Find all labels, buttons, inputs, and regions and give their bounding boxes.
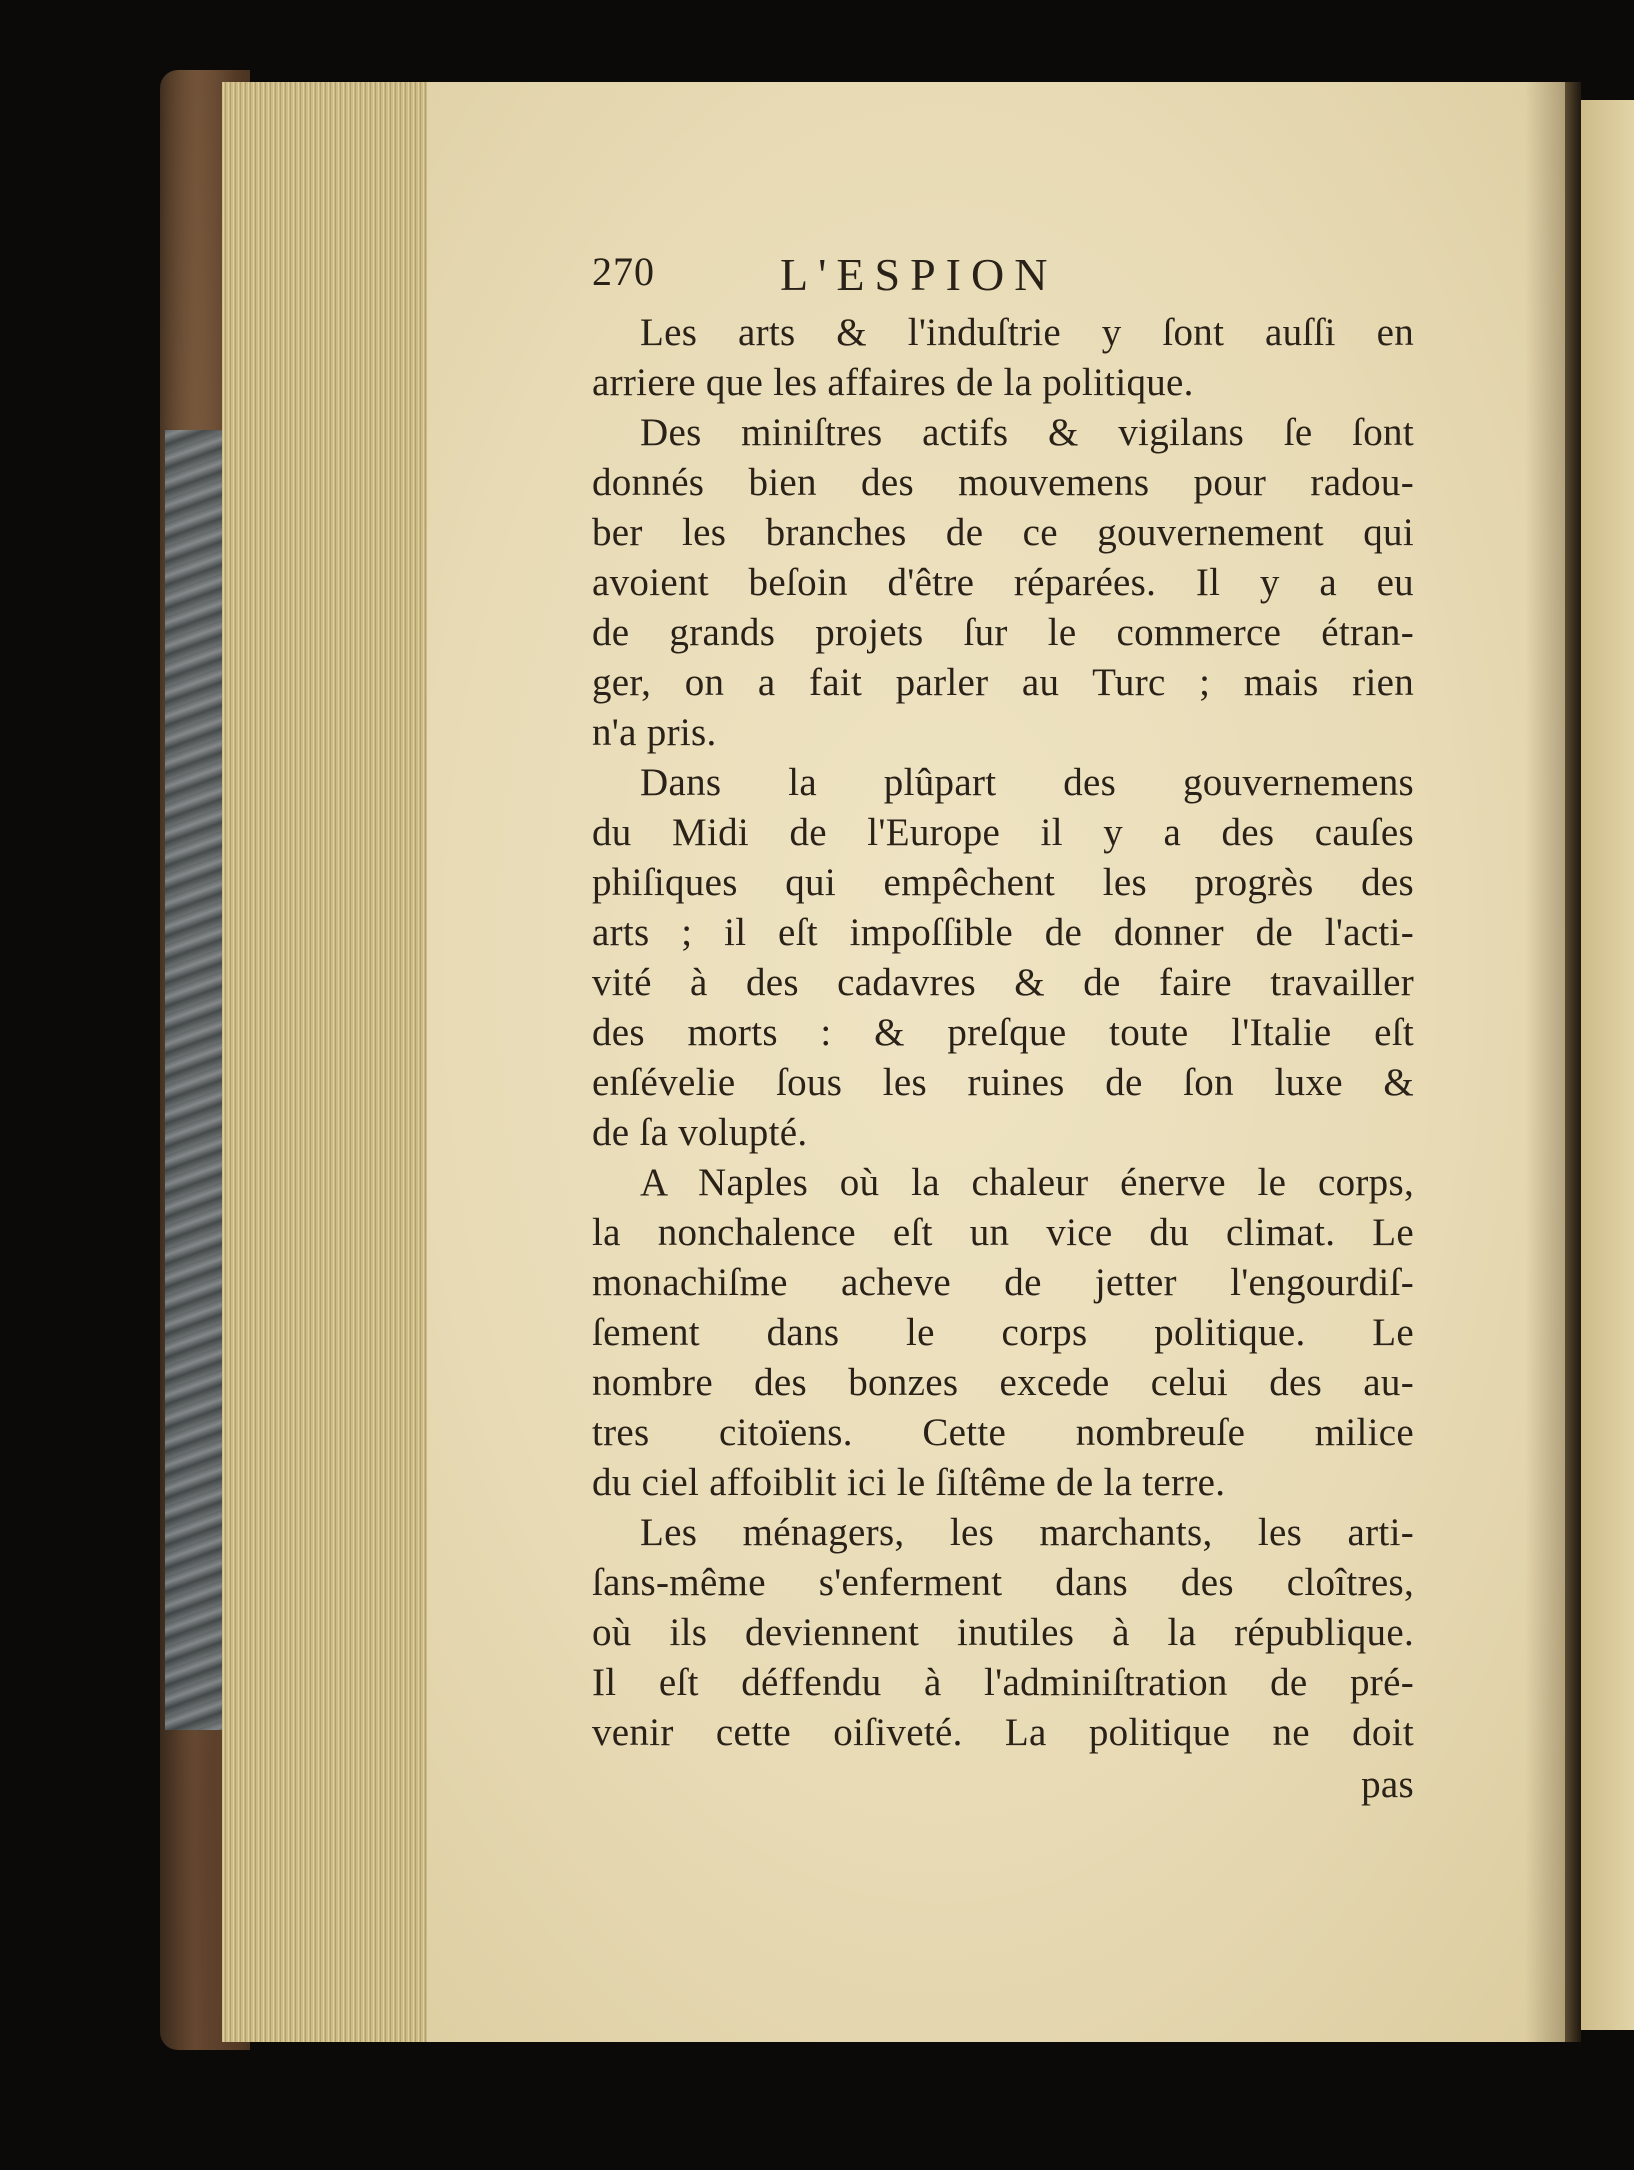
text-line: avoient beſoin d'être réparées. Il y a eu bbox=[592, 561, 1414, 604]
text-line: de grands projets ſur le commerce étran- bbox=[592, 611, 1414, 654]
text-line: ger, on a fait parler au Turc ; mais rien bbox=[592, 661, 1414, 704]
text-line: A Naples où la chaleur énerve le corps, bbox=[640, 1161, 1414, 1204]
text-line: ſement dans le corps politique. Le bbox=[592, 1311, 1414, 1354]
text-line: Il eſt déffendu à l'adminiſtration de pré- bbox=[592, 1661, 1414, 1704]
paragraph bbox=[592, 1158, 1414, 1508]
text-line: arriere que les affaires de la politique. bbox=[592, 361, 1194, 404]
text-line: la nonchalence eſt un vice du climat. Le bbox=[592, 1211, 1414, 1254]
catchword: pas bbox=[1361, 1763, 1414, 1806]
page-text bbox=[592, 248, 1414, 1810]
page-header bbox=[592, 248, 1414, 304]
running-head: L'ESPION bbox=[780, 249, 1058, 300]
text-line: donnés bien des mouvemens pour radou- bbox=[592, 461, 1414, 504]
paragraph bbox=[592, 408, 1414, 758]
text-line: Les ménagers, les marchants, les arti- bbox=[640, 1511, 1414, 1554]
text-line: Les arts & l'induſtrie y ſont auſſi en bbox=[640, 311, 1414, 354]
text-line: du ciel affoiblit ici le ſiſtême de la terre. bbox=[592, 1461, 1226, 1504]
marbled-board bbox=[165, 430, 225, 1730]
book-gutter bbox=[1565, 82, 1581, 2042]
text-line: phiſiques qui empêchent les progrès des bbox=[592, 861, 1414, 904]
text-line: tres citoïens. Cette nombreuſe milice bbox=[592, 1411, 1414, 1454]
page-edges bbox=[222, 82, 427, 2042]
text-line: des morts : & preſque toute l'Italie eſt bbox=[592, 1011, 1414, 1054]
text-line: arts ; il eſt impoſſible de donner de l'acti- bbox=[592, 911, 1414, 954]
text-line: Des miniſtres actifs & vigilans ſe ſont bbox=[640, 411, 1414, 454]
text-line: où ils deviennent inutiles à la république. bbox=[592, 1611, 1414, 1654]
facing-page-edge bbox=[1581, 100, 1634, 2030]
text-line: venir cette oiſiveté. La politique ne doit bbox=[592, 1711, 1414, 1754]
text-line: vité à des cadavres & de faire travailler bbox=[592, 961, 1414, 1004]
page-number: 270 bbox=[592, 249, 655, 294]
paragraph bbox=[592, 1508, 1414, 1758]
text-line: n'a pris. bbox=[592, 711, 717, 754]
text-line: ber les branches de ce gouvernement qui bbox=[592, 511, 1414, 554]
paragraph bbox=[592, 758, 1414, 1158]
text-line: Dans la plûpart des gouvernemens bbox=[640, 761, 1414, 804]
text-line: ſans-même s'enferment dans des cloîtres, bbox=[592, 1561, 1414, 1604]
text-line: nombre des bonzes excede celui des au- bbox=[592, 1361, 1414, 1404]
text-line: enſévelie ſous les ruines de ſon luxe & bbox=[592, 1061, 1414, 1104]
paragraph bbox=[592, 308, 1414, 408]
text-line: monachiſme acheve de jetter l'engourdiſ- bbox=[592, 1261, 1414, 1304]
text-line: du Midi de l'Europe il y a des cauſes bbox=[592, 811, 1414, 854]
text-line: de ſa volupté. bbox=[592, 1111, 808, 1154]
